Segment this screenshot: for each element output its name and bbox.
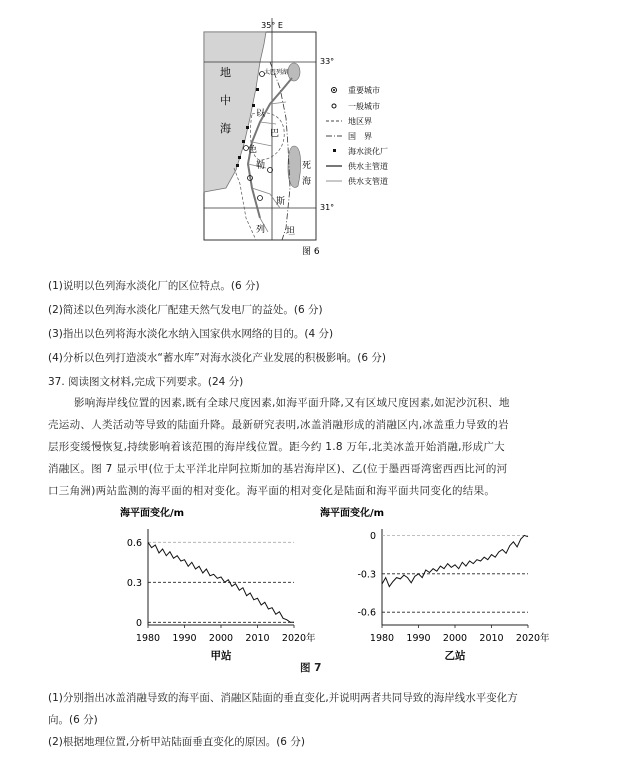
figure-7-caption: 图 7 [300, 662, 322, 674]
lake-label: 太巴列湖 [264, 69, 289, 76]
x-tick-label: 1980 [369, 633, 395, 644]
sea-char-3: 海 [220, 122, 231, 135]
chart-yi-station [318, 505, 574, 663]
legend-label: 海水淡化厂 [348, 147, 388, 156]
dead-sea-char-2: 海 [302, 177, 312, 187]
chart-jia-station [120, 505, 320, 663]
x-tick-label: 2000 [442, 633, 468, 644]
material-line: 壳运动、人类活动等导致的陆面升降。最新研究表明,冰盖消融形成的消融区内,冰盖重力导致的岩 [48, 419, 509, 431]
material-line: 层形变缓慢恢复,持续影响着该范围的海岸线位置。距今约 1.8 万年,北美冰盖开始消融,形成广大 [48, 441, 505, 453]
x-axis-label: 年 [306, 633, 316, 644]
sea-char-1: 地 [220, 66, 231, 79]
y-tick-label: -0.3 [357, 569, 376, 581]
question-37-title: 37. 阅读图文材料,完成下列要求。(24 分) [48, 376, 244, 388]
country-char-3: 列 [256, 225, 266, 235]
question-36-1: (1)说明以色列海水淡化厂的区位特点。(6 分) [48, 280, 260, 292]
map-figure [190, 18, 450, 260]
x-tick-label: 1980 [135, 633, 161, 644]
palestine-char-3: 斯 [276, 197, 286, 207]
legend-label: 地区界 [348, 117, 372, 126]
x-tick-label: 2020 [515, 633, 541, 644]
lat-top-label: 33° [320, 57, 335, 66]
lat-bottom-label: 31° [320, 203, 335, 212]
question-36-2: (2)简述以色列海水淡化厂配建天然气发电厂的益处。(6 分) [48, 304, 323, 316]
question-36-3: (3)指出以色列将海水淡化水纳入国家供水网络的目的。(4 分) [48, 328, 334, 340]
material-line: 影响海岸线位置的因素,既有全球尺度因素,如海平面升降,又有区域尺度因素,如泥沙沉积、地 [74, 397, 510, 409]
map-legend [326, 85, 388, 186]
y-tick-label: 0.3 [126, 577, 142, 589]
x-tick-label: 2020 [281, 633, 307, 644]
question-37-1: (1)分别指出冰盖消融导致的海平面、消融区陆面的垂直变化,并说明两者共同导致的海岸线水平变化方 [48, 692, 518, 704]
question-36-4: (4)分析以色列打造淡水“蓄水库”对海水淡化产业发展的积极影响。(6 分) [48, 352, 386, 364]
legend-label: 国 界 [348, 132, 372, 141]
x-tick-label: 2000 [208, 633, 234, 644]
lon-label: 35° E [261, 21, 283, 30]
legend-label: 供水主管道 [348, 162, 388, 171]
x-tick-label: 1990 [406, 633, 431, 644]
sea-char-2: 中 [220, 94, 231, 107]
material-line: 口三角洲)两站监测的海平面的相对变化。海平面的相对变化是陆面和海平面共同变化的结果。 [48, 485, 496, 497]
palestine-char-2: 勒 [256, 161, 266, 171]
x-tick-label: 2010 [245, 633, 270, 644]
legend-label: 一般城市 [348, 102, 380, 111]
chart-title: 乙站 [444, 650, 466, 662]
x-tick-label: 1990 [172, 633, 197, 644]
y-tick-label: -0.6 [357, 607, 376, 619]
q37-material [48, 392, 608, 502]
y-tick-label: 0 [135, 617, 142, 629]
y-axis-label: 海平面变化/m [320, 508, 385, 519]
y-tick-label: 0.6 [126, 537, 142, 549]
lake-tiberias [288, 63, 300, 81]
legend-label: 重要城市 [348, 86, 380, 95]
question-37-2: (2)根据地理位置,分析甲站陆面垂直变化的原因。(6 分) [48, 736, 305, 748]
series-line [382, 535, 528, 586]
y-axis-label: 海平面变化/m [120, 508, 185, 519]
y-tick-label: 0 [369, 530, 376, 542]
figure-6-caption: 图 6 [302, 247, 320, 257]
material-line: 消融区。图 7 显示甲(位于太平洋北岸阿拉斯加的基岩海岸区)、乙(位于墨西哥湾密西西比河的河 [48, 463, 508, 475]
question-37-1-cont: 向。(6 分) [48, 714, 98, 726]
country-char-2: 色 [248, 145, 258, 155]
palestine-char-1: 巴 [270, 129, 280, 139]
x-axis-label: 年 [540, 633, 550, 644]
country-char-1: 以 [256, 109, 266, 119]
chart-title: 甲站 [210, 650, 232, 662]
legend-label: 供水支管道 [348, 177, 388, 186]
x-tick-label: 2010 [479, 633, 504, 644]
palestine-char-4: 坦 [286, 227, 296, 237]
dead-sea-char-1: 死 [302, 161, 312, 171]
